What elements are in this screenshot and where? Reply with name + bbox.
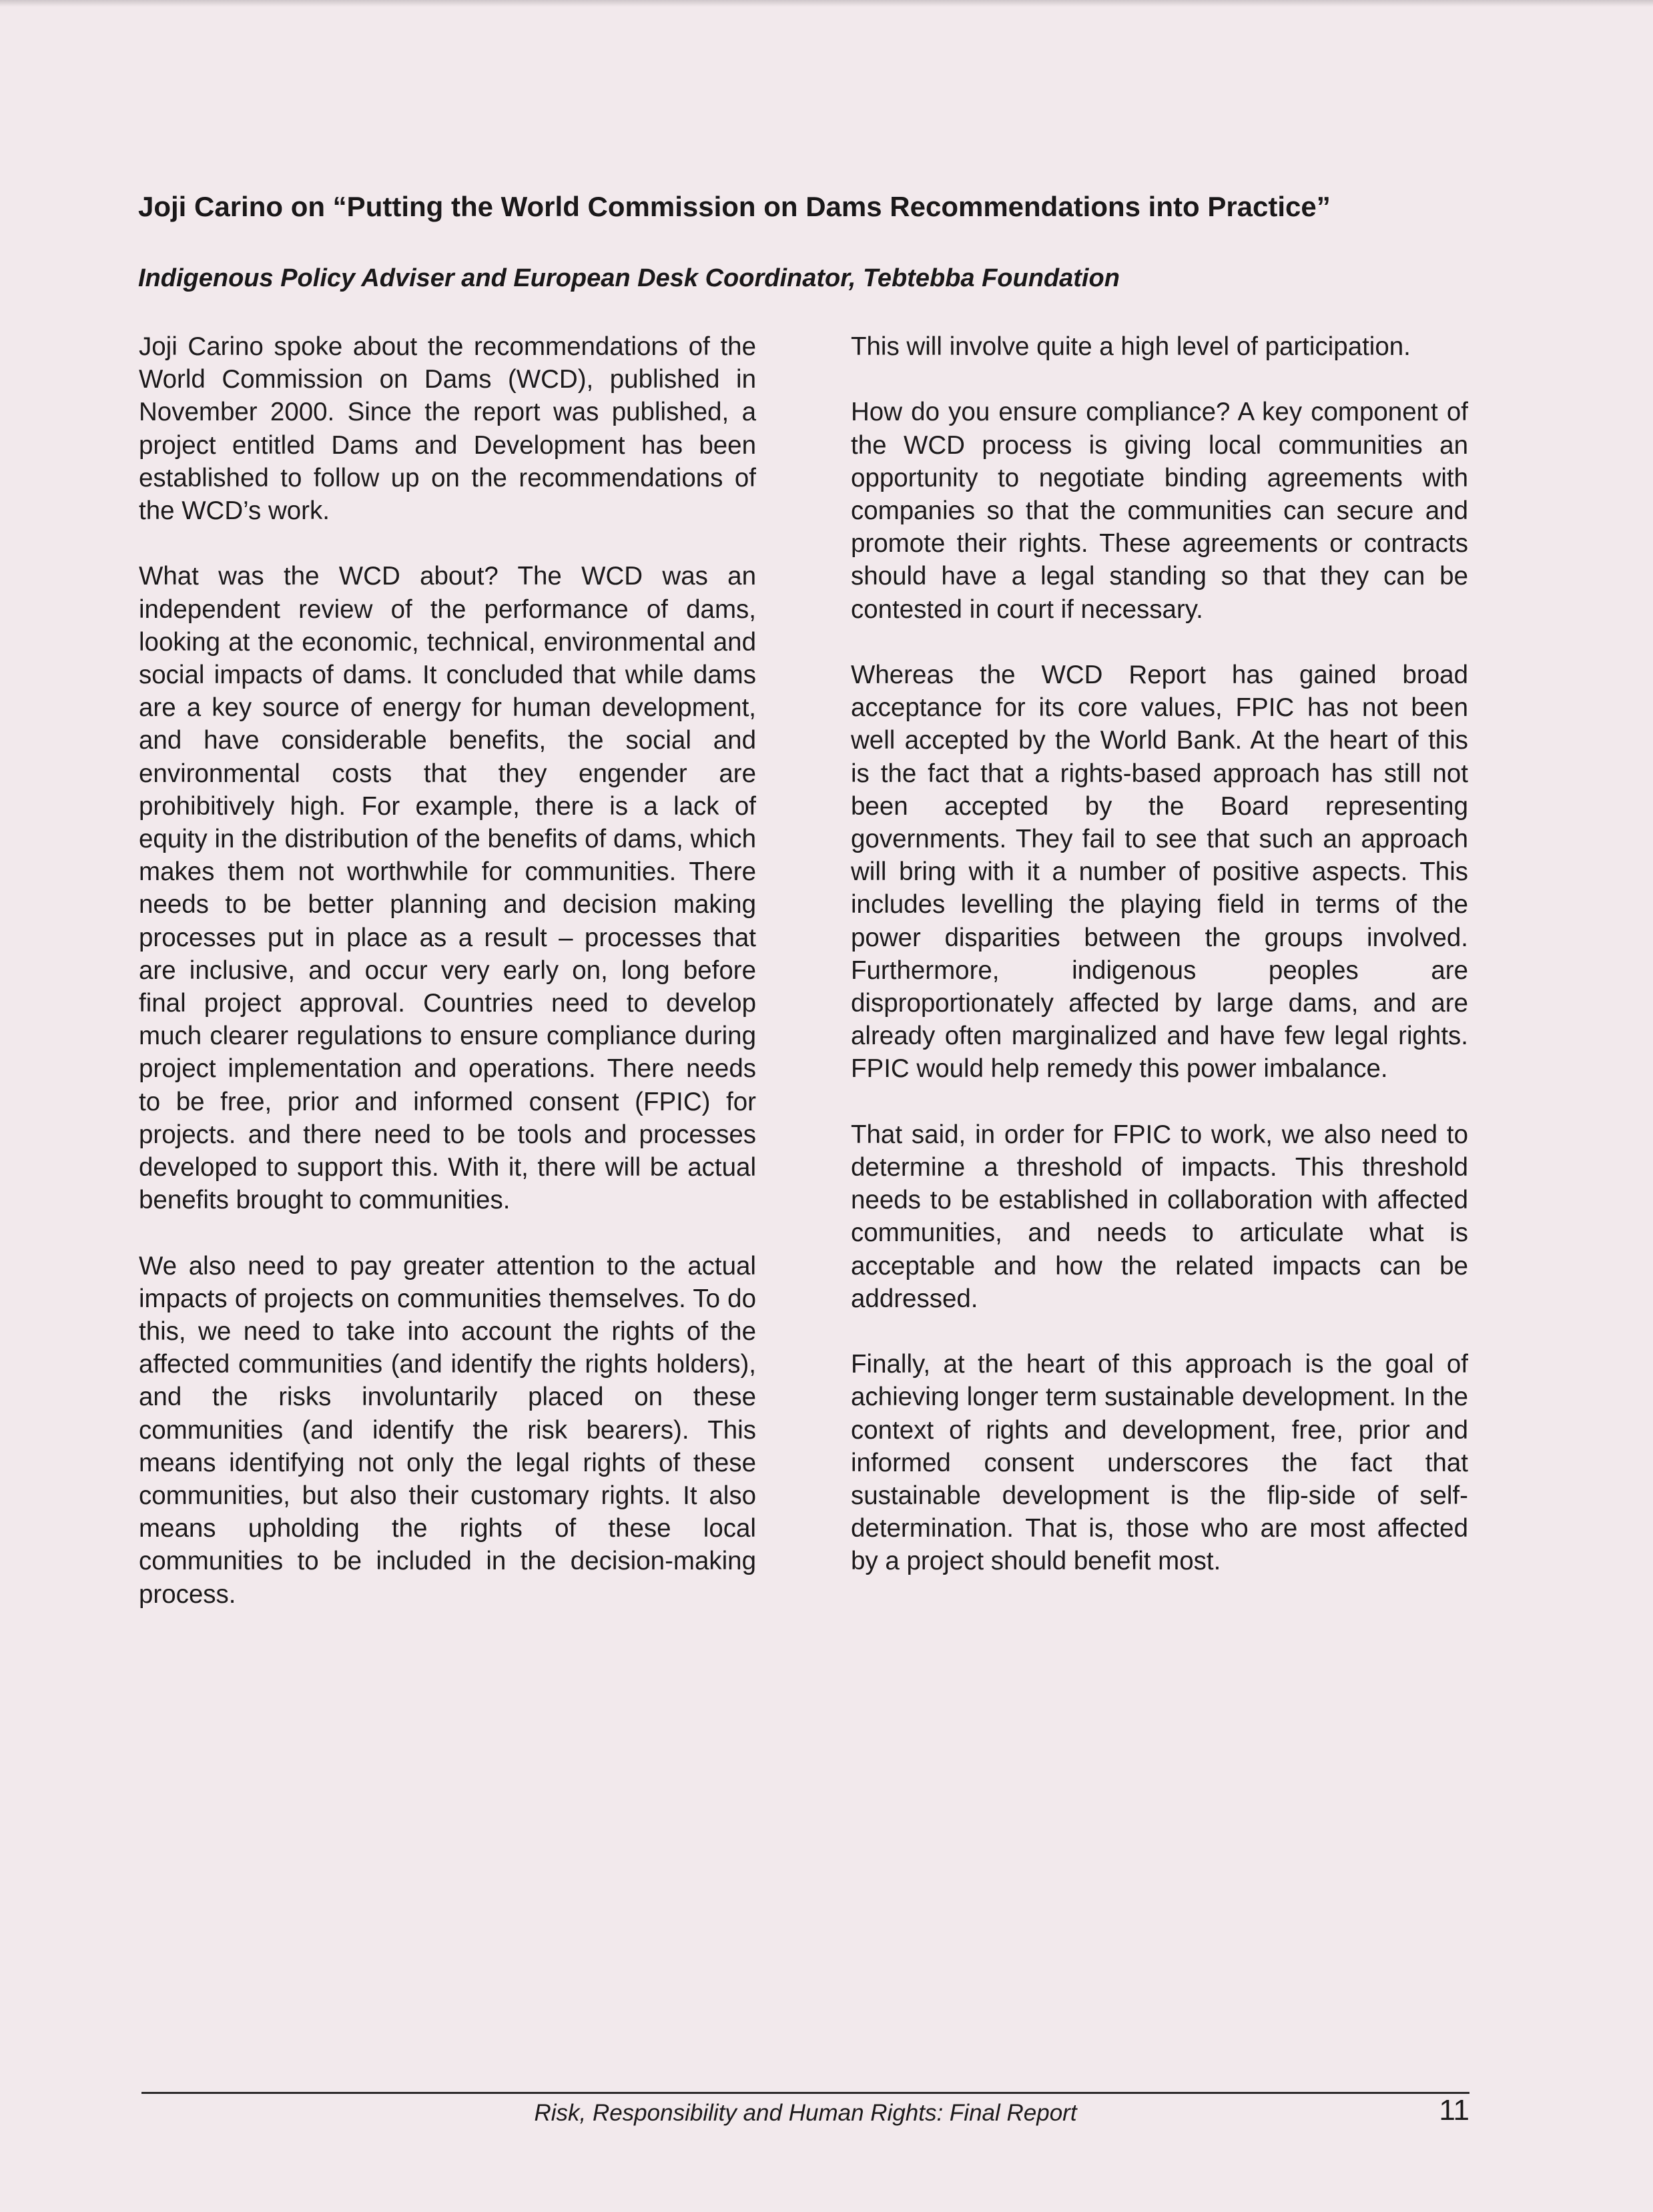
paragraph: We also need to pay greater attention to the actual impacts of projects on communities themselves. To do this, we need to take into account the rights of the affected communities (and identify the rights holders), and the risks involuntarily placed on these communities (and identify the risk bearers). This means identifying not only the legal rights of these communities, but also their customary rights. It also means upholding the rights of these local communities to be included in the decision-making process. [139,1251,756,1609]
paragraph: Whereas the WCD Report has gained broad acceptance for its core values, FPIC has not been well accepted by the World Bank. At the heart of this is the fact that a rights-based approach has still not been accepted by the Board representing governments. They fail to see that such an approach will bring with it a number of positive aspects. This includes levelling the playing field in terms of the power disparities between the groups involved. Furthermore, indigenous peoples are disproportionately affected by large dams, and are already often marginalized and have few legal rights. FPIC would help remedy this power imbalance. [851,661,1468,1084]
article-title: Joji Carino on “Putting the World Commission on Dams Recommendations into Practice” [138,191,1331,222]
paragraph: Finally, at the heart of this approach is the goal of achieving longer term sustainable development. In the context of rights and development, free, prior and informed consent underscores the fact that sustainable development is the flip-side of self-determination. That is, those who are most affected by a project should benefit most. [851,1350,1468,1576]
article-subtitle: Indigenous Policy Adviser and European Desk Coordinator, Tebtebba Foundation [138,264,1120,292]
paragraph: What was the WCD about? The WCD was an independent review of the performance of dams, looking at the economic, technical, environmental and social impacts of dams. It concluded that while dams are a key source of energy for human development, and have considerable benefits, the social and environmental costs that they engender are prohibitively high. For example, there is a lack of equity in the distribution of the benefits of dams, which makes them not worthwhile for communities. There needs to be better planning and decision making processes put in place as a result – processes that are inclusive, and occur very early on, long before final project approval. Countries need to develop much clearer regulations to ensure compliance during project implementation and operations. There needs to be free, prior and informed consent (FPIC) for projects. and there need to be tools and processes developed to support this. With it, there will be actual benefits brought to communities. [139,562,756,1215]
footer-divider [141,2092,1469,2094]
page-number: 11 [1439,2094,1469,2127]
left-column [139,330,756,1643]
paragraph: How do you ensure compliance? A key component of the WCD process is giving local communities an opportunity to negotiate binding agreements with companies so that the communities can secure and promote their rights. These agreements or contracts should have a legal standing so that they can be contested in court if necessary. [851,398,1468,624]
paragraph: This will involve quite a high level of participation. [851,332,1411,361]
footer-report-title: Risk, Responsibility and Human Rights: Final Report [534,2100,1077,2126]
right-column [851,330,1468,1611]
paragraph: That said, in order for FPIC to work, we also need to determine a threshold of impacts. This threshold needs to be established in collaboration with affected communities, and needs to articulate what is acceptable and how the related impacts can be addressed. [851,1120,1468,1313]
paragraph: Joji Carino spoke about the recommendations of the World Commission on Dams (WCD), published in November 2000. Since the report was published, a project entitled Dams and Development has been established to follow up on the recommendations of the WCD’s work. [139,332,756,526]
page-top-edge [0,0,1653,7]
